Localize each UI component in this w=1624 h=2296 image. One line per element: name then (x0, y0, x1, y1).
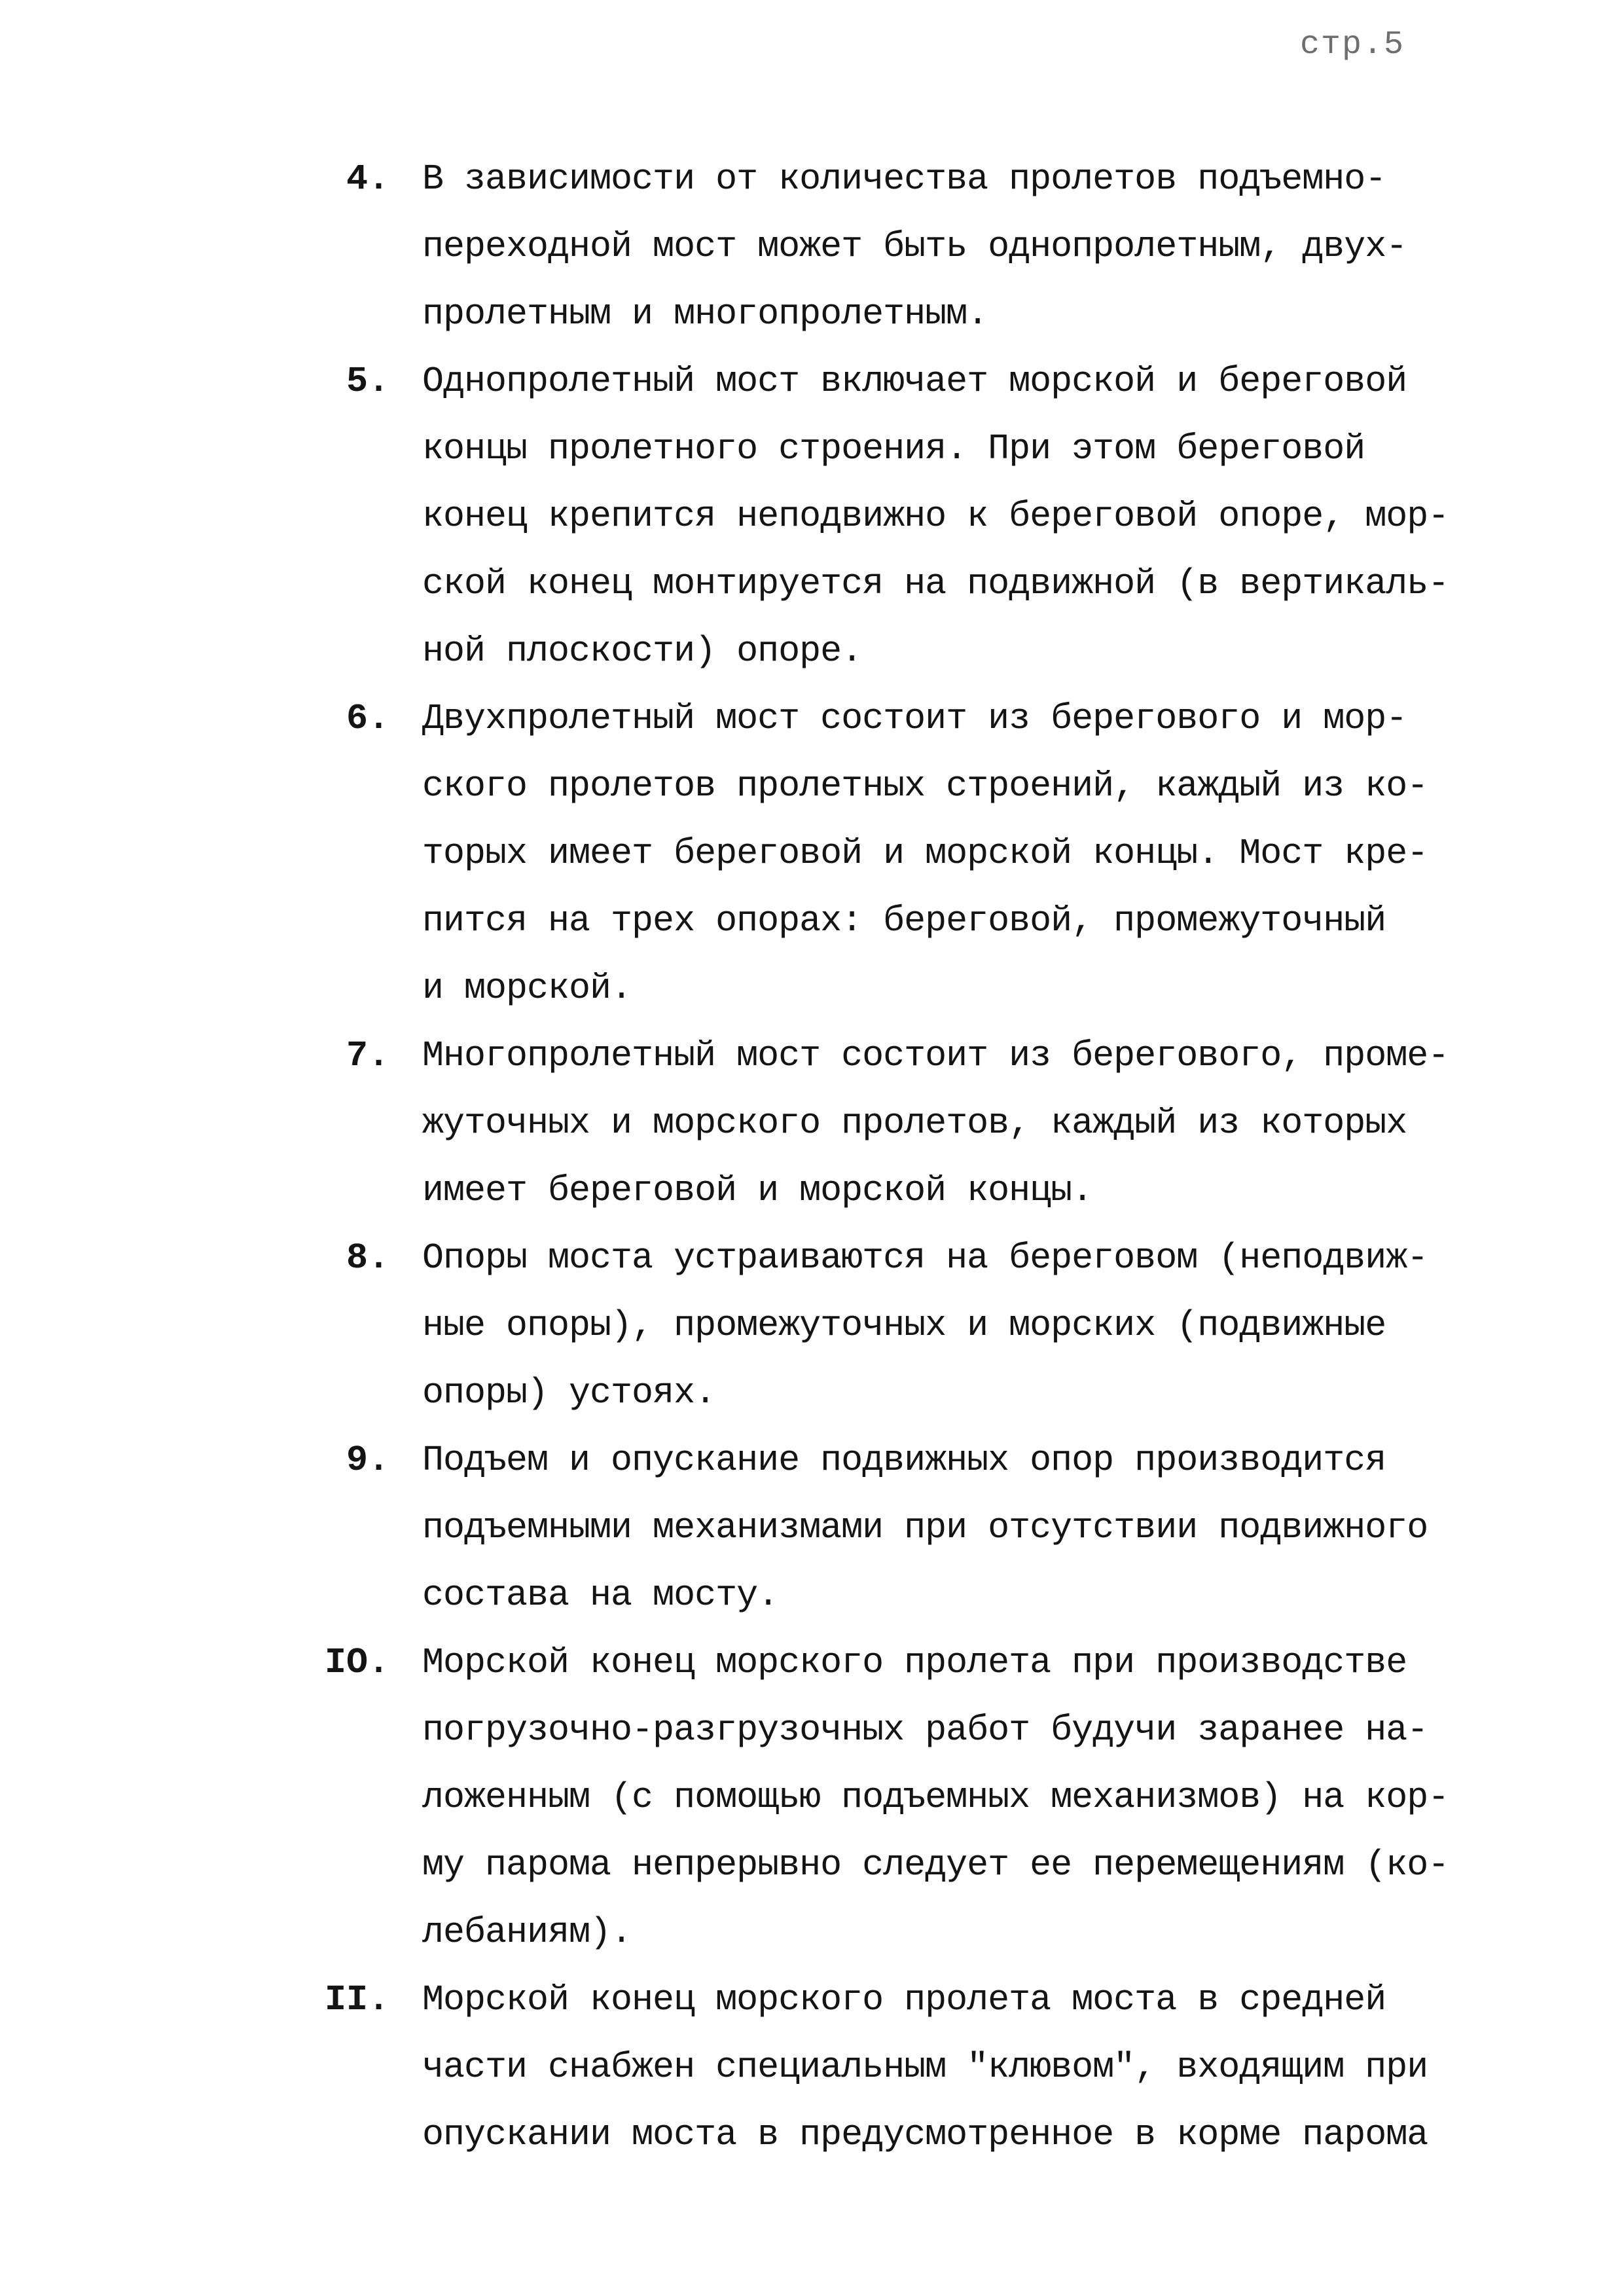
item-number: 5. (346, 361, 389, 402)
list-item-7 (308, 1022, 1449, 1224)
text-line: лебаниям). (422, 1912, 632, 1953)
text-line: Подъем и опускание подвижных опор производится (422, 1440, 1386, 1481)
text-line: пролетным и многопролетным. (422, 293, 988, 335)
text-line: ского пролетов пролетных строений, каждый из ко- (422, 765, 1428, 807)
list-item-10 (308, 1629, 1449, 1966)
list-item-4 (308, 145, 1434, 348)
text-line: переходной мост может быть однопролетным, двух- (422, 226, 1407, 267)
text-line: ные опоры), промежуточных и морских (подвижные (422, 1305, 1386, 1346)
text-line: Морской конец морского пролета моста в средней (422, 1979, 1386, 2020)
list-item-8 (308, 1224, 1434, 1427)
item-number: 9. (346, 1440, 389, 1481)
item-number: II. (324, 1979, 389, 2020)
list-item-5 (308, 348, 1449, 685)
item-number: 4. (346, 158, 389, 200)
text-line: Опоры моста устраиваются на береговом (неподвиж- (422, 1237, 1428, 1279)
text-line: ложенным (с помощью подъемных механизмов) на кор- (422, 1777, 1449, 1818)
page-number: стр.5 (1299, 26, 1405, 64)
item-number: 7. (346, 1035, 389, 1076)
text-line: погрузочно-разгрузочных работ будучи заранее на- (422, 1709, 1428, 1751)
text-line: состава на мосту. (422, 1575, 779, 1616)
text-line: опоры) устоях. (422, 1372, 716, 1413)
text-line: Двухпролетный мост состоит из берегового и мор- (422, 698, 1407, 739)
text-line: В зависимости от количества пролетов подъемно- (422, 158, 1386, 200)
item-number: 8. (346, 1237, 389, 1279)
item-number: IO. (324, 1642, 389, 1683)
text-line: пится на трех опорах: береговой, промежуточный (422, 900, 1386, 941)
item-number: 6. (346, 698, 389, 739)
text-line: Многопролетный мост состоит из берегового, проме- (422, 1035, 1449, 1076)
text-line: жуточных и морского пролетов, каждый из которых (422, 1102, 1407, 1144)
text-line: Однопролетный мост включает морской и береговой (422, 361, 1407, 402)
text-line: ной плоскости) опоре. (422, 630, 863, 672)
list-item-6 (308, 685, 1434, 1022)
text-line: концы пролетного строения. При этом береговой (422, 428, 1365, 469)
list-item-11 (308, 1966, 1434, 2168)
text-line: и морской. (422, 968, 632, 1009)
text-line: Морской конец морского пролета при производстве (422, 1642, 1407, 1683)
text-line: му парома непрерывно следует ее перемещениям (ко- (422, 1844, 1449, 1886)
list-item-9 (308, 1427, 1434, 1629)
text-line: имеет береговой и морской концы. (422, 1170, 1093, 1211)
numbered-list (308, 145, 1449, 2168)
text-line: опускании моста в предусмотренное в корме парома (422, 2114, 1428, 2155)
text-line: подъемными механизмами при отсутствии подвижного (422, 1507, 1428, 1548)
text-line: части снабжен специальным "клювом", входящим при (422, 2047, 1428, 2088)
text-line: торых имеет береговой и морской концы. Мост кре- (422, 833, 1428, 874)
text-line: конец крепится неподвижно к береговой опоре, мор- (422, 496, 1449, 537)
text-line: ской конец монтируется на подвижной (в вертикаль- (422, 563, 1449, 604)
